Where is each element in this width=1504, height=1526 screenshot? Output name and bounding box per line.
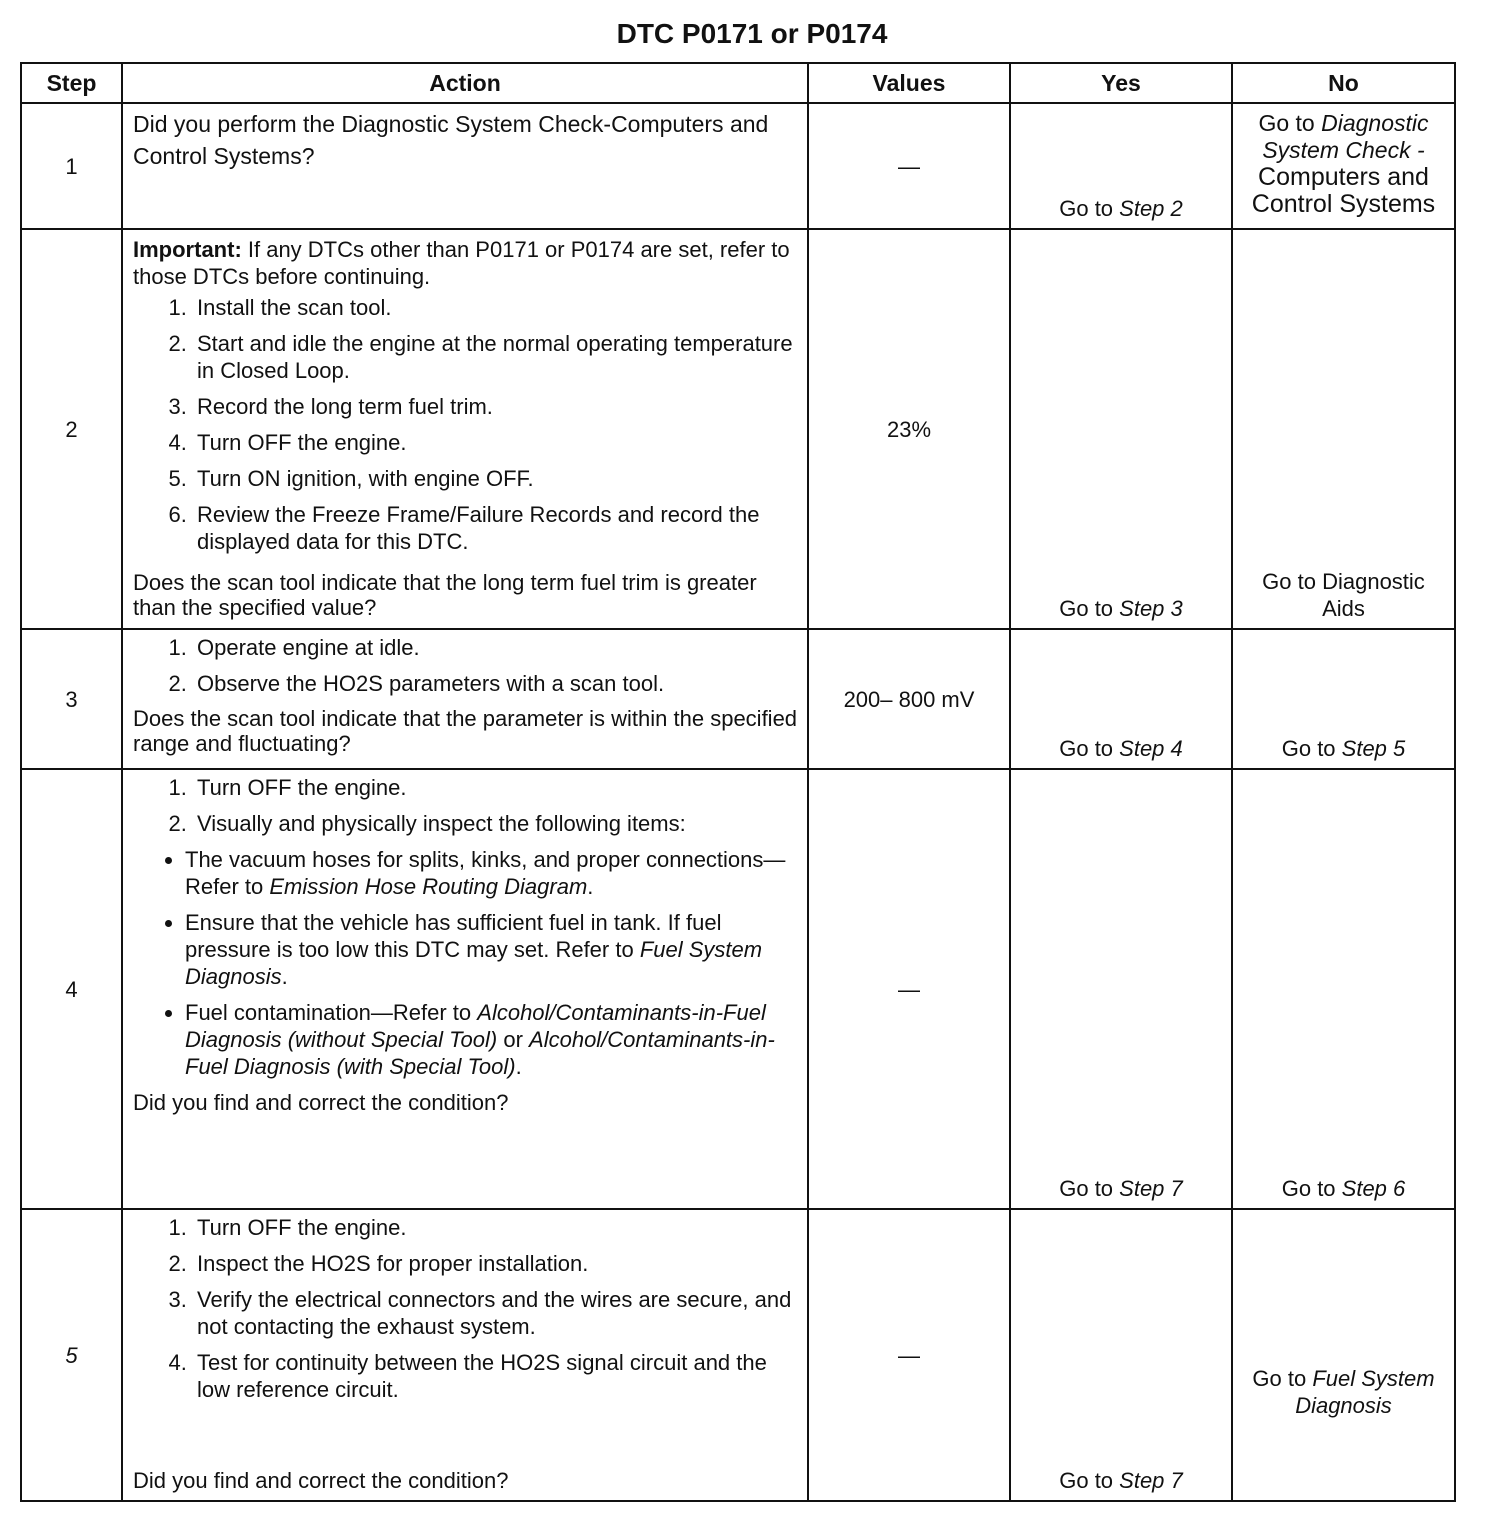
step-link[interactable]: Step 4 bbox=[1119, 736, 1183, 761]
question-text: Does the scan tool indicate that the parameter is within the specified range and fluctuating? bbox=[133, 706, 798, 756]
list-item: 3. Record the long term fuel trim. bbox=[193, 393, 799, 420]
procedure-list bbox=[133, 1214, 799, 1412]
alcohol-diagnosis-link[interactable]: Alcohol/Contaminants-in-Fuel Diagnosis (without Special Tool) bbox=[185, 1000, 766, 1052]
list-item: 3. Verify the electrical connectors and the wires are secure, and not contacting the exhaust system. bbox=[193, 1286, 799, 1340]
step-link[interactable]: Step 3 bbox=[1119, 596, 1183, 621]
table-row bbox=[21, 769, 1455, 1209]
header-values: Values bbox=[808, 63, 1010, 103]
no-cell[interactable]: Go to Step 6 bbox=[1232, 769, 1455, 1209]
alcohol-diagnosis-special-link[interactable]: Alcohol/Contaminants-in-Fuel Diagnosis (with Special Tool) bbox=[185, 1027, 775, 1079]
step-link[interactable]: Step 6 bbox=[1341, 1176, 1406, 1201]
list-item: 2. Start and idle the engine at the normal operating temperature in Closed Loop. bbox=[193, 330, 799, 384]
yes-cell[interactable]: Go to Step 7 bbox=[1010, 1209, 1232, 1501]
question-text: Did you find and correct the condition? bbox=[133, 1090, 509, 1115]
no-cell[interactable]: Go to Step 5 bbox=[1232, 629, 1455, 769]
step-number: 1 bbox=[21, 103, 122, 229]
step-number: 4 bbox=[21, 769, 122, 1209]
list-item: 2. Observe the HO2S parameters with a scan tool. bbox=[193, 670, 799, 697]
list-item: • Ensure that the vehicle has sufficient fuel in tank. If fuel pressure is too low this DTC may set. Refer to Fuel System Diagnosis. bbox=[185, 909, 799, 990]
question-text: Does the scan tool indicate that the long term fuel trim is greater than the specified value? bbox=[133, 570, 757, 620]
procedure-list bbox=[133, 774, 799, 837]
header-step: Step bbox=[21, 63, 122, 103]
step-number: 3 bbox=[21, 629, 122, 769]
value-cell: 200– 800 mV bbox=[808, 629, 1010, 769]
procedure-list bbox=[133, 634, 799, 697]
header-yes: Yes bbox=[1010, 63, 1232, 103]
action-cell bbox=[122, 1209, 808, 1501]
diagnostic-aids-link[interactable]: Go to Diagnostic Aids bbox=[1262, 569, 1425, 621]
inspection-list bbox=[133, 846, 799, 1080]
fuel-system-diagnosis-link[interactable]: Fuel System Diagnosis bbox=[1295, 1366, 1435, 1418]
table-row bbox=[21, 103, 1455, 229]
list-item: 5. Turn ON ignition, with engine OFF. bbox=[193, 465, 799, 492]
page-title: DTC P0171 or P0174 bbox=[616, 18, 888, 49]
list-item: 1. Turn OFF the engine. bbox=[193, 774, 799, 801]
yes-cell[interactable]: Go to Step 4 bbox=[1010, 629, 1232, 769]
step-link[interactable]: Step 2 bbox=[1119, 196, 1183, 221]
diagnostic-system-check-link[interactable]: Diagnostic System Check - bbox=[1262, 110, 1429, 163]
step-number: 2 bbox=[21, 229, 122, 629]
list-item: 1. Install the scan tool. bbox=[193, 294, 799, 321]
list-item: 1. Turn OFF the engine. bbox=[193, 1214, 799, 1241]
header-no: No bbox=[1232, 63, 1455, 103]
action-cell bbox=[122, 629, 808, 769]
step-link[interactable]: Step 7 bbox=[1119, 1176, 1183, 1201]
step-link[interactable]: Step 5 bbox=[1341, 736, 1406, 761]
step-link[interactable]: Step 7 bbox=[1119, 1468, 1183, 1493]
value-cell: — bbox=[808, 769, 1010, 1209]
procedure-list bbox=[133, 294, 799, 555]
table-row bbox=[21, 629, 1455, 769]
table-row bbox=[21, 229, 1455, 629]
emission-hose-link[interactable]: Emission Hose Routing Diagram bbox=[269, 874, 588, 899]
question-text: Did you perform the Diagnostic System Check-Computers and Control Systems? bbox=[133, 111, 769, 169]
list-item: 2. Visually and physically inspect the following items: bbox=[193, 810, 799, 837]
header-row bbox=[21, 63, 1455, 103]
list-item: 1. Operate engine at idle. bbox=[193, 634, 799, 661]
value-cell: 23% bbox=[808, 229, 1010, 629]
no-cell[interactable] bbox=[1232, 229, 1455, 629]
action-cell bbox=[122, 769, 808, 1209]
list-item: 6. Review the Freeze Frame/Failure Records and record the displayed data for this DTC. bbox=[193, 501, 799, 555]
list-item: • The vacuum hoses for splits, kinks, and proper connections—Refer to Emission Hose Routing Diagram. bbox=[185, 846, 799, 900]
yes-cell[interactable]: Go to Step 7 bbox=[1010, 769, 1232, 1209]
value-cell: — bbox=[808, 1209, 1010, 1501]
list-item: 2. Inspect the HO2S for proper installation. bbox=[193, 1250, 799, 1277]
question-text: Did you find and correct the condition? bbox=[133, 1468, 509, 1493]
action-cell bbox=[122, 229, 808, 629]
no-cell[interactable]: Go to Fuel System Diagnosis bbox=[1232, 1209, 1455, 1501]
value-cell: — bbox=[808, 103, 1010, 229]
yes-cell[interactable]: Go to Step 3 bbox=[1010, 229, 1232, 629]
no-cell[interactable]: Go to Diagnostic System Check - Computers and Control Systems bbox=[1232, 103, 1455, 229]
important-note: Important: If any DTCs other than P0171 or P0174 are set, refer to those DTCs before continuing. bbox=[133, 237, 790, 289]
list-item: • Fuel contamination—Refer to Alcohol/Contaminants-in-Fuel Diagnosis (without Special Tool) or Alcohol/Contaminants-in-Fuel Diagnosis (with Special Tool). bbox=[185, 999, 799, 1080]
fuel-system-diagnosis-link[interactable]: Fuel System Diagnosis bbox=[185, 937, 763, 989]
list-item: 4. Turn OFF the engine. bbox=[193, 429, 799, 456]
step-number: 5 bbox=[21, 1209, 122, 1501]
yes-cell[interactable]: Go to Step 2 bbox=[1010, 103, 1232, 229]
header-action: Action bbox=[122, 63, 808, 103]
diagnostic-table bbox=[20, 62, 1456, 1502]
table-row bbox=[21, 1209, 1455, 1501]
list-item: 4. Test for continuity between the HO2S signal circuit and the low reference circuit. bbox=[193, 1349, 799, 1403]
action-cell bbox=[122, 103, 808, 229]
